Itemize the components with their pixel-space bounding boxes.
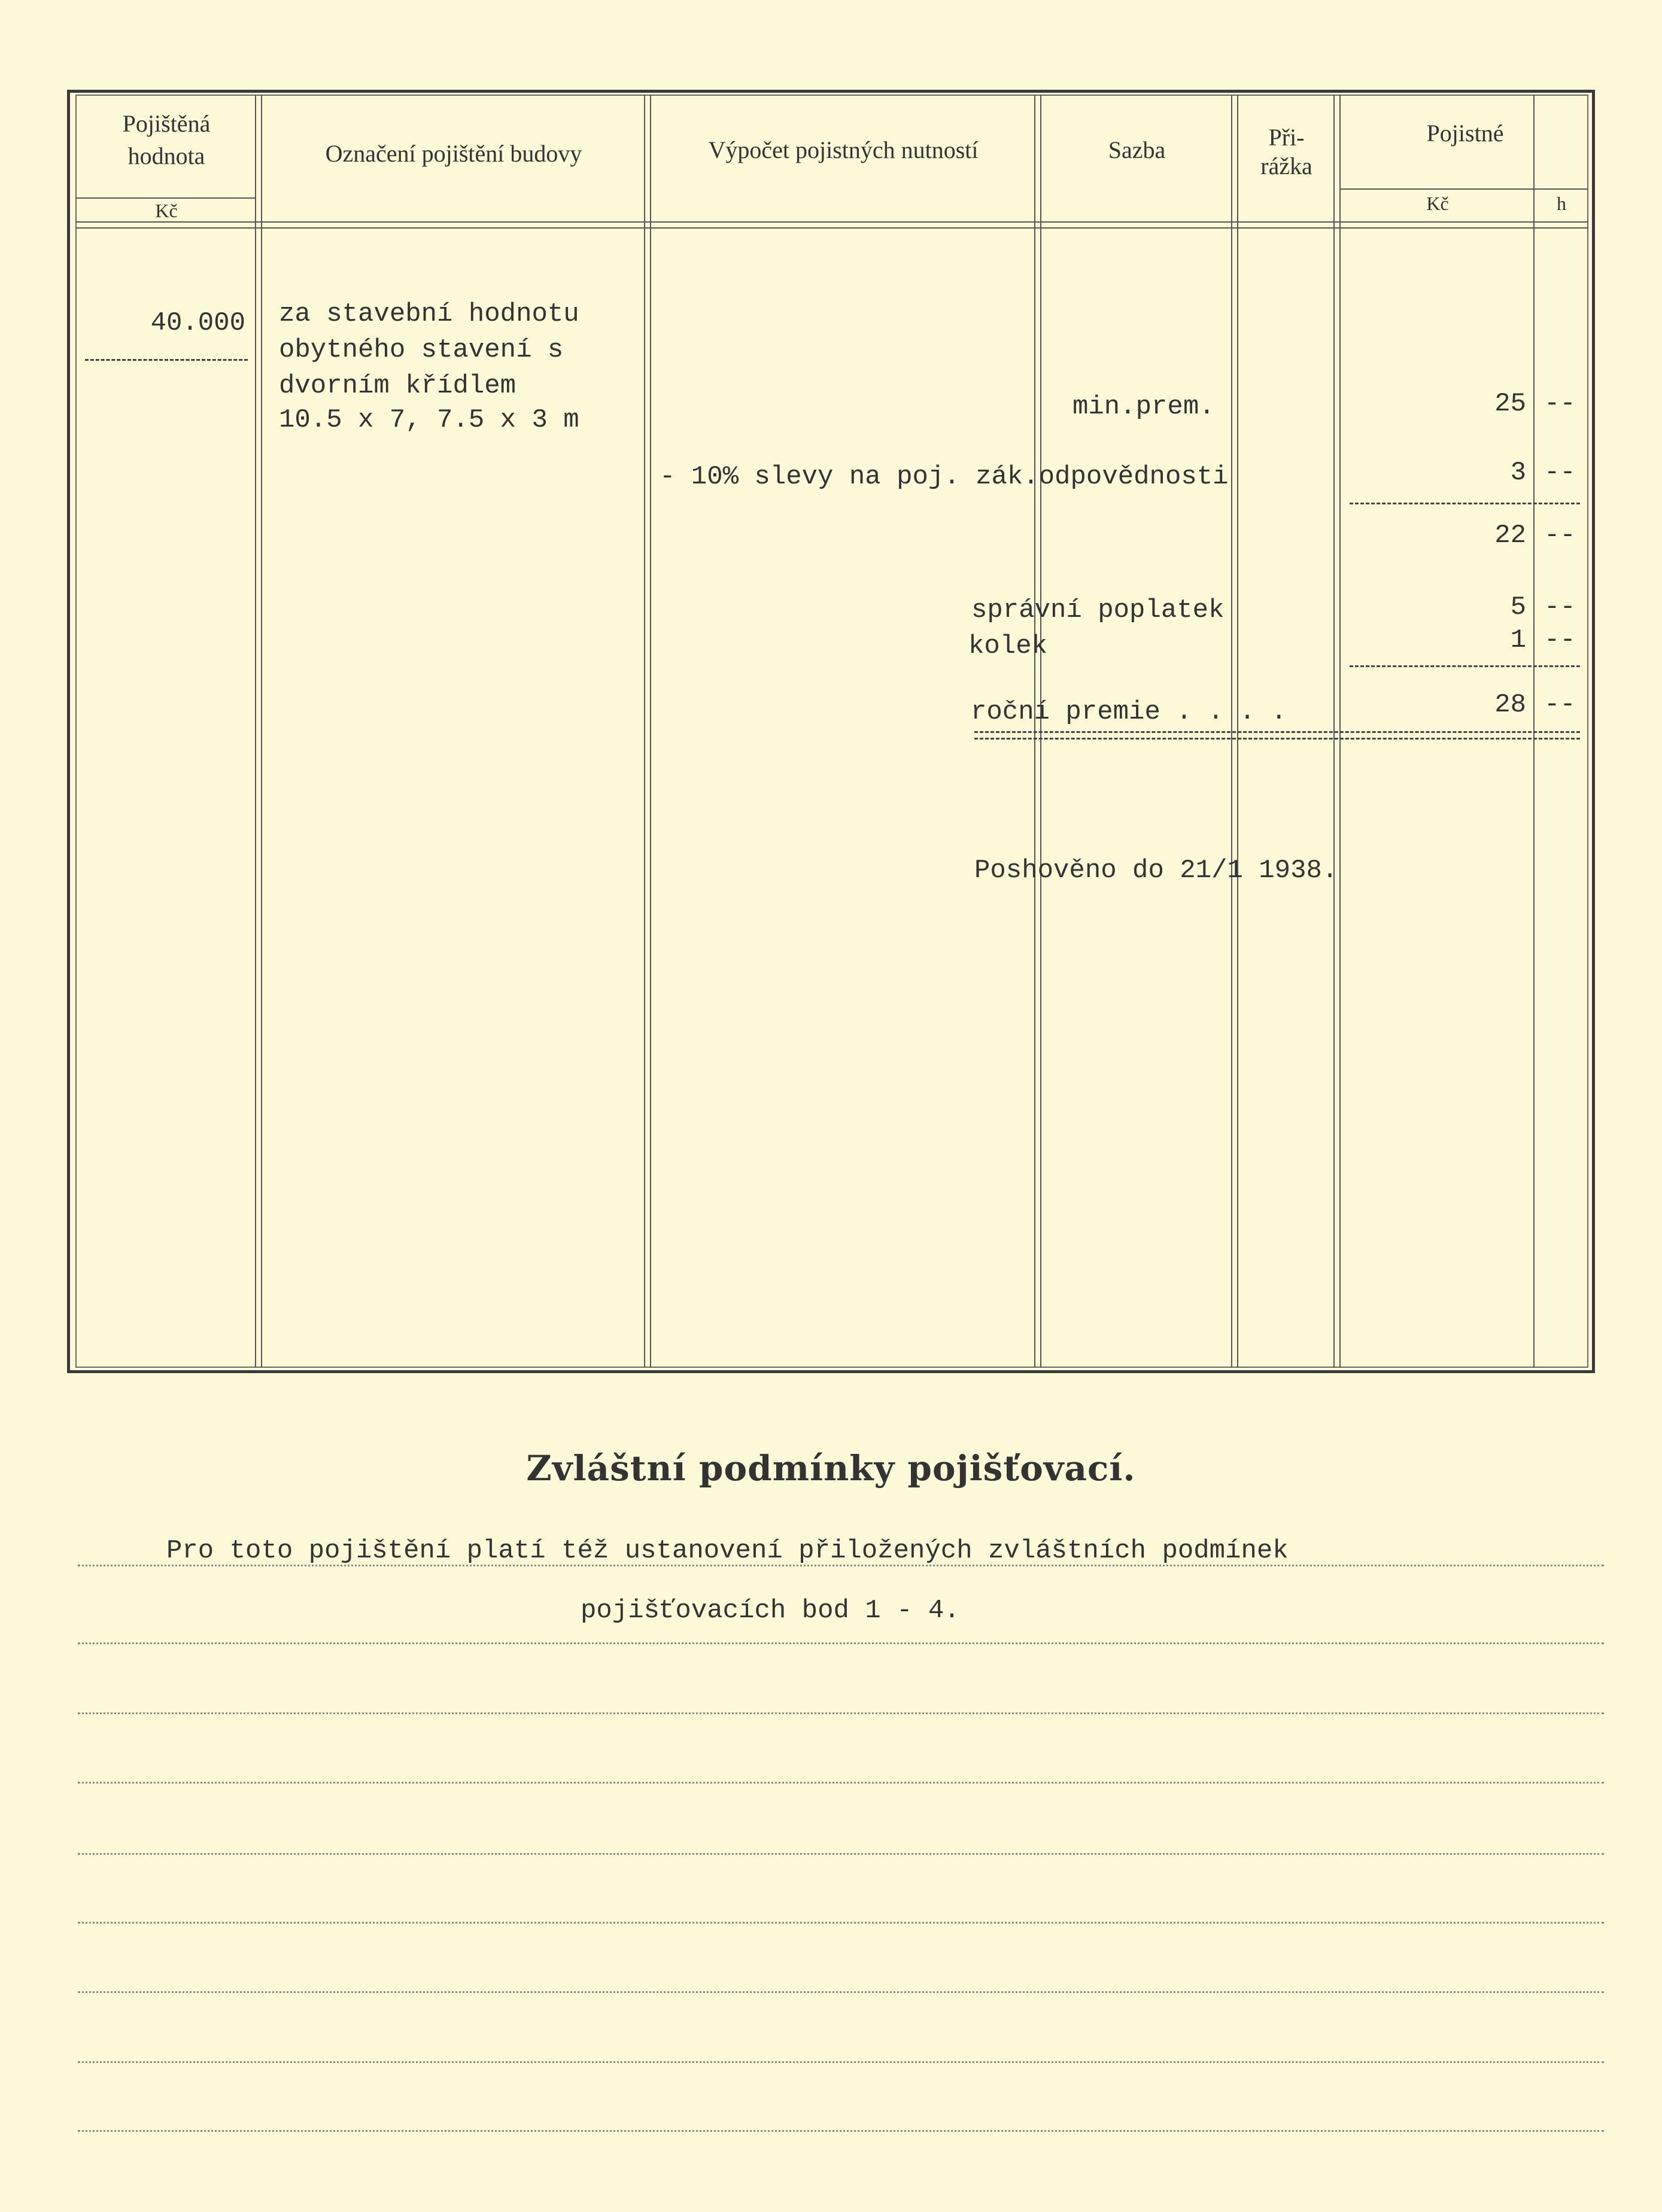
- header-bottom-border: [75, 227, 1588, 229]
- premium-kc-5: 1: [1510, 625, 1526, 655]
- header-bottom-border: [75, 221, 1588, 223]
- form-line: [78, 1565, 1604, 1566]
- premium-h-4: --: [1544, 592, 1576, 622]
- form-line: [78, 1991, 1604, 1993]
- header-rate: Sazba: [1108, 136, 1166, 163]
- premium-kc-3: 22: [1494, 521, 1526, 550]
- calc-admin-fee: správní poplatek: [971, 595, 1225, 625]
- premium-kc-6: 28: [1494, 690, 1526, 720]
- column-divider: [644, 95, 651, 1368]
- subtotal-rule: [1350, 503, 1580, 504]
- special-conditions-title: Zvláštní podmínky pojišťovací.: [526, 1448, 1136, 1489]
- premium-h-2: --: [1544, 458, 1576, 488]
- premium-kc-4: 5: [1510, 592, 1526, 622]
- calc-discount: - 10% slevy na poj. zák.odpovědnosti: [660, 462, 1229, 492]
- header-insured-value: Pojištěná hodnota: [122, 110, 211, 169]
- form-line: [78, 2130, 1604, 2132]
- double-total-rule: [974, 731, 1580, 740]
- form-line: [78, 1853, 1604, 1855]
- insured-value: 40.000: [150, 308, 245, 338]
- calc-annual-premium: roční premie . . . .: [971, 697, 1287, 727]
- header-sub-divider: [75, 197, 255, 199]
- header-surcharge: Při- rážka: [1260, 124, 1312, 179]
- header-premium-kc: Kč: [1426, 193, 1449, 214]
- form-line: [78, 1782, 1604, 1784]
- building-line-2: obytného stavení s: [279, 335, 564, 365]
- header-building-designation: Označení pojištění budovy: [325, 140, 582, 167]
- form-line: [78, 2061, 1604, 2063]
- form-line: [78, 1712, 1604, 1714]
- building-line-3: dvorním křídlem: [279, 371, 516, 401]
- header-sub-divider: [1339, 188, 1588, 190]
- form-line: [78, 1642, 1604, 1644]
- building-line-1: za stavební hodnotu: [279, 299, 579, 329]
- premium-h-5: --: [1544, 625, 1576, 655]
- total-rule: [1350, 665, 1580, 667]
- premium-h-3: --: [1544, 521, 1576, 550]
- deferred-note: Poshověno do 21/1 1938.: [974, 856, 1338, 886]
- underline: [85, 359, 248, 361]
- column-divider: [255, 95, 262, 1368]
- premium-kc-2: 3: [1510, 458, 1526, 488]
- header-premium: Pojistné: [1426, 120, 1504, 147]
- special-conditions-line-1: Pro toto pojištění platí též ustanovení přiložených zvláštních podmínek: [166, 1536, 1289, 1566]
- premium-kc-1: 25: [1494, 389, 1526, 419]
- calc-min-prem: min.prem.: [1072, 392, 1215, 422]
- building-line-4: 10.5 x 7, 7.5 x 3 m: [279, 405, 579, 435]
- header-insured-value-unit: Kč: [155, 200, 178, 221]
- premium-h-1: --: [1544, 389, 1576, 419]
- calc-stamp: kolek: [968, 631, 1048, 661]
- form-line: [78, 1922, 1604, 1924]
- premium-h-6: --: [1544, 690, 1576, 720]
- special-conditions-line-2: pojišťovacích bod 1 - 4.: [581, 1596, 960, 1626]
- header-premium-h: h: [1557, 193, 1566, 214]
- header-calculation: Výpočet pojistných nutností: [708, 136, 979, 163]
